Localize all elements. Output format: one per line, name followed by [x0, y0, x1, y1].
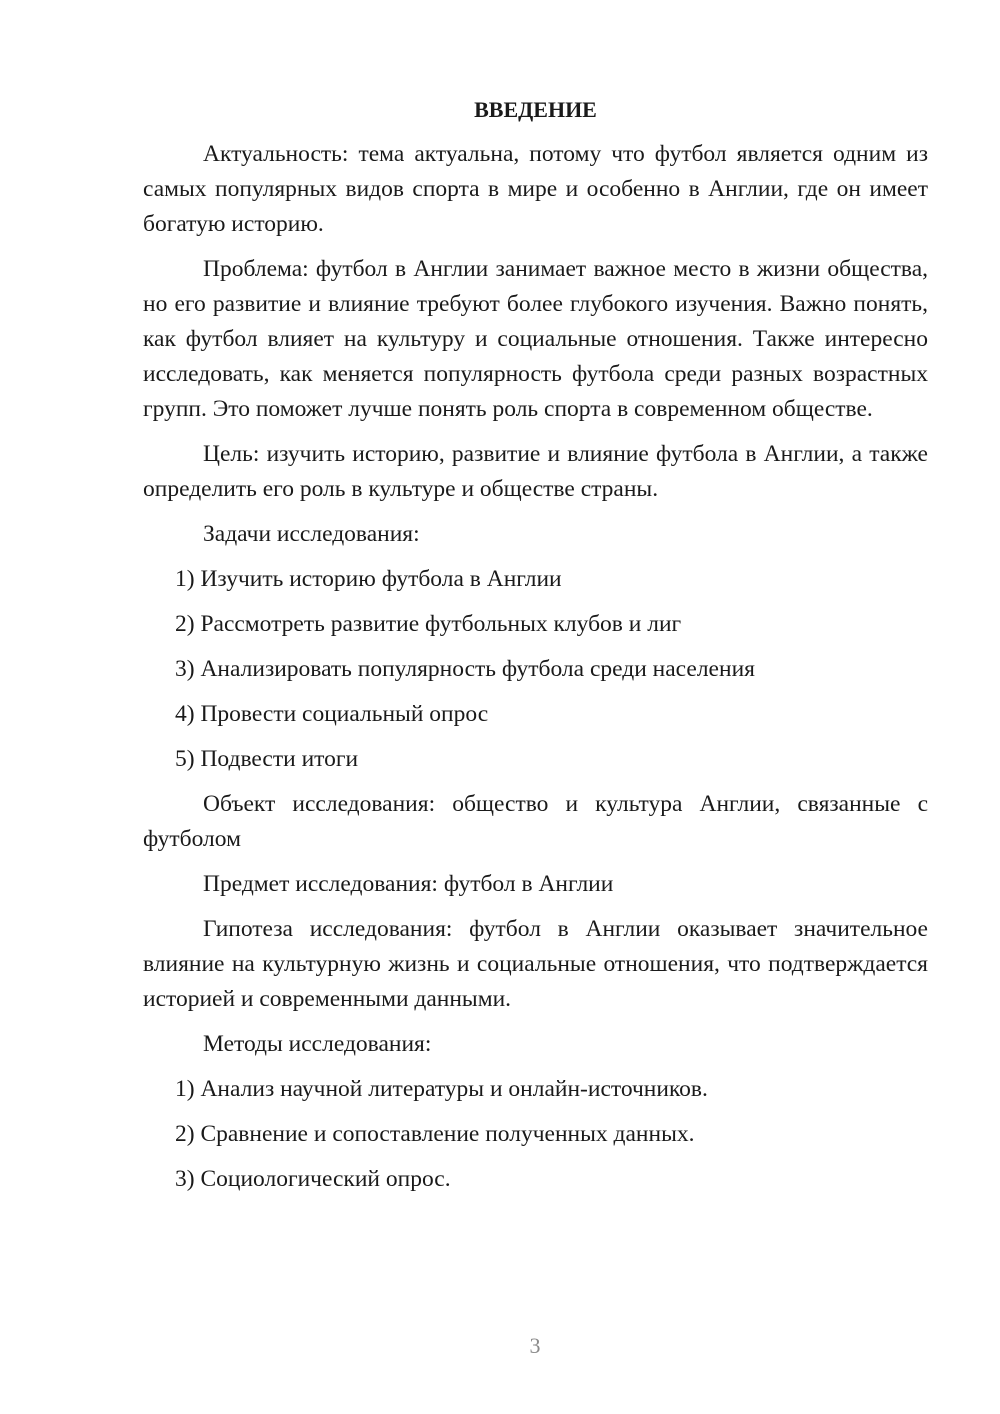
list-item: 3) Анализировать популярность футбола среди населения: [175, 656, 755, 682]
object-paragraph: Объект исследования: общество и культура Англии, связанные с футболом: [143, 791, 928, 852]
methods-list: [143, 1072, 928, 1197]
goal-paragraph: Цель: изучить историю, развитие и влияние футбола в Англии, а также определить его роль в культуре и обществе страны.: [143, 441, 928, 502]
hypothesis-paragraph: Гипотеза исследования: футбол в Англии оказывает значительное влияние на культурную жизнь и социальные отношения, что подтверждается историей и современными данными.: [143, 916, 928, 1012]
relevance-paragraph: Актуальность: тема актуальна, потому что футбол является одним из самых популярных видов спорта в мире и особенно в Англии, где он имеет богатую историю.: [143, 141, 928, 237]
tasks-list: [143, 562, 928, 777]
list-item: 1) Изучить историю футбола в Англии: [175, 566, 562, 592]
tasks-heading: Задачи исследования:: [203, 521, 420, 547]
document-body: [143, 92, 928, 1207]
list-item: 2) Сравнение и сопоставление полученных данных.: [175, 1121, 695, 1147]
problem-paragraph: Проблема: футбол в Англии занимает важное место в жизни общества, но его развитие и влияние требуют более глубокого изучения. Важно понять, как футбол влияет на культуру и социальные отношения. Также интересно исследовать, как меняется популярность футбола среди разных возрастных групп. Это поможет лучше понять роль спорта в современном обществе.: [143, 256, 928, 422]
list-item: 3) Социологический опрос.: [175, 1166, 451, 1192]
list-item: 4) Провести социальный опрос: [175, 701, 489, 727]
subject-paragraph: Предмет исследования: футбол в Англии: [203, 871, 614, 897]
methods-heading: Методы исследования:: [203, 1031, 432, 1057]
list-item: 2) Рассмотреть развитие футбольных клубов и лиг: [175, 611, 682, 637]
page-number: 3: [529, 1333, 541, 1358]
list-item: 1) Анализ научной литературы и онлайн-источников.: [175, 1076, 708, 1102]
page-title: ВВЕДЕНИЕ: [474, 97, 597, 122]
list-item: 5) Подвести итоги: [175, 746, 359, 772]
